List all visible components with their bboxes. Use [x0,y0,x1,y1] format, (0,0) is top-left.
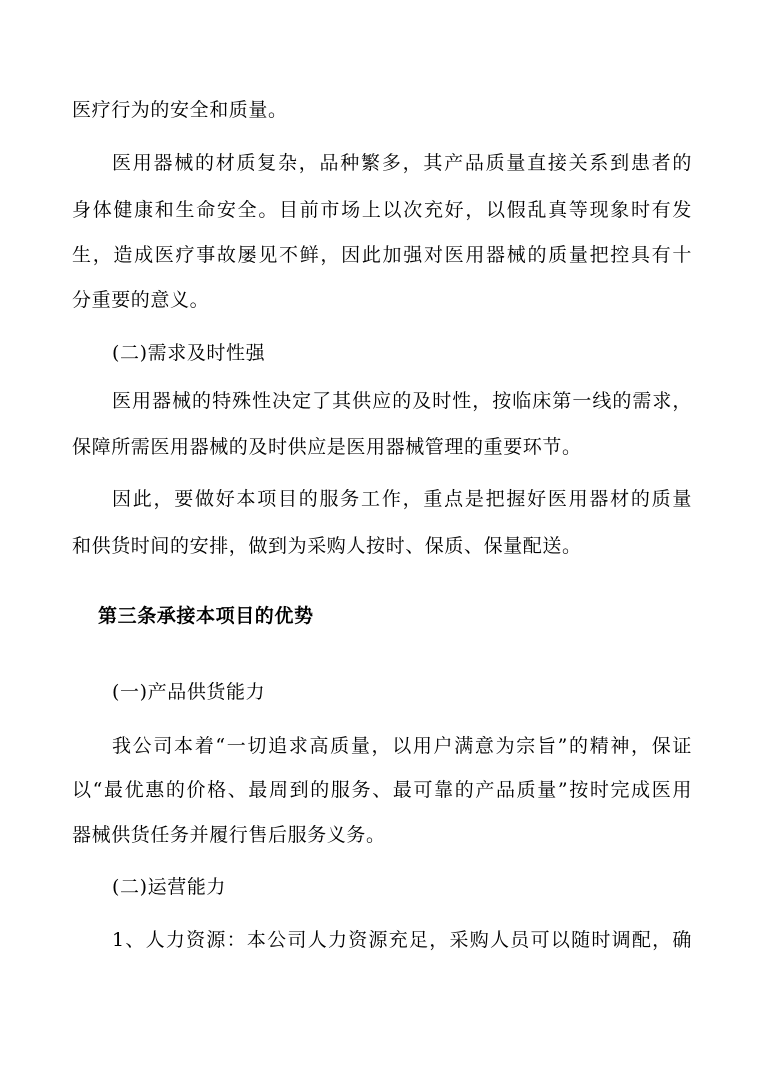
paragraph-line: 身体健康和生命安全。目前市场上以次充好，以假乱真等现象时有发 [72,199,692,221]
paragraph-line: 我公司本着“一切追求高质量，以用户满意为宗旨”的精神，保证 [112,735,692,757]
section-heading: 第三条承接本项目的优势 [98,605,314,627]
paragraph-line: 和供货时间的安排，做到为采购人按时、保质、保量配送。 [72,535,582,557]
paragraph-line: 生，造成医疗事故屡见不鲜，因此加强对医用器械的质量把控具有十 [72,244,692,266]
subheading-line: (二)需求及时性强 [112,342,266,364]
paragraph-line: 1、人力资源：本公司人力资源充足，采购人员可以随时调配，确 [112,929,692,951]
subheading-line: (二)运营能力 [112,876,227,898]
paragraph-line: 医用器械的材质复杂，品种繁多，其产品质量直接关系到患者的 [112,152,692,174]
paragraph-line: 器械供货任务并履行售后服务义务。 [72,824,386,846]
paragraph-line: 医用器械的特殊性决定了其供应的及时性，按临床第一线的需求， [112,390,692,412]
paragraph-line: 分重要的意义。 [72,289,210,311]
paragraph-line: 医疗行为的安全和质量。 [72,99,288,121]
paragraph-line: 因此，要做好本项目的服务工作，重点是把握好医用器材的质量 [112,488,692,510]
subheading-line: (一)产品供货能力 [112,681,266,703]
paragraph-line: 以“最优惠的价格、最周到的服务、最可靠的产品质量”按时完成医用 [72,779,692,801]
paragraph-line: 保障所需医用器械的及时供应是医用器械管理的重要环节。 [72,436,582,458]
